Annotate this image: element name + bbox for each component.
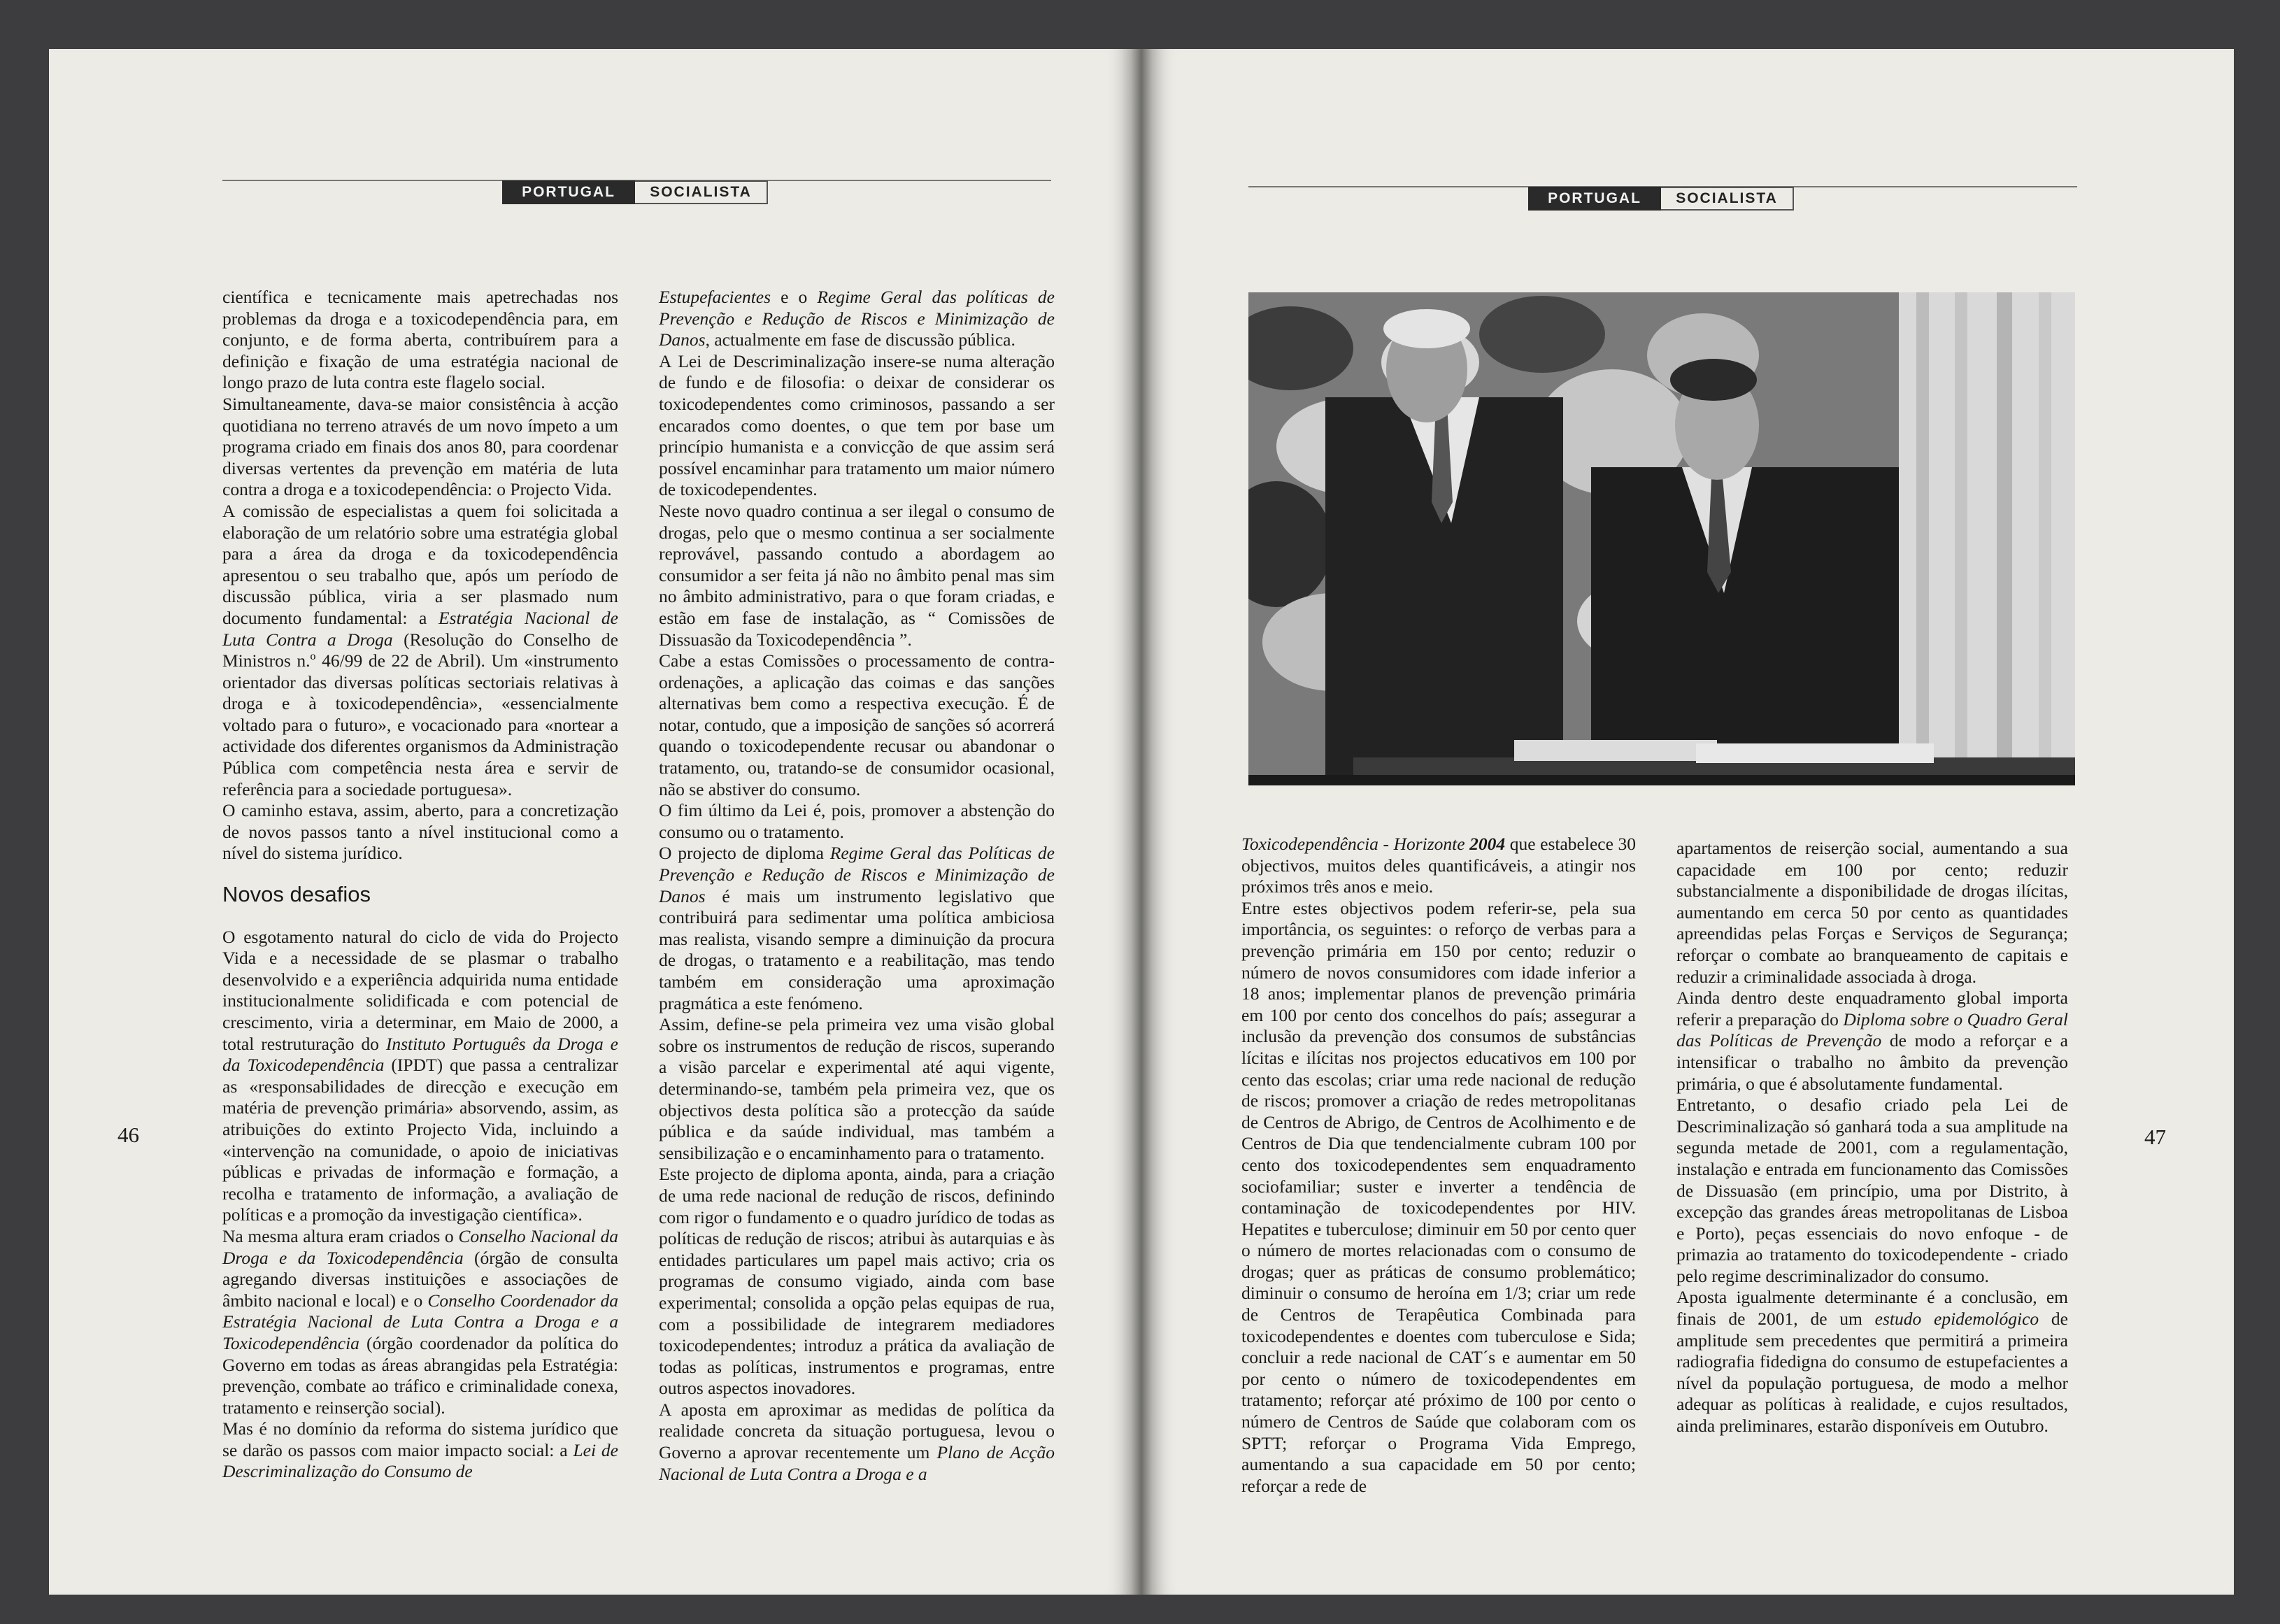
page-number-right: 47 — [2144, 1125, 2166, 1149]
book-gutter — [1130, 49, 1153, 1595]
right-column-1 — [1241, 834, 1636, 1497]
paragraph: Neste novo quadro continua a ser ilegal o consumo de drogas, pelo que o mesmo continua a ser socialmente reprovável, passando contudo a abordagem ao consumidor a ser feita já não no âmbito penal mas sim no âmbito administrativo, para o que foram criadas, e estão em fase de instalação, as “ Comissões de Dissuasão da Toxicodependência ”. — [659, 500, 1055, 650]
masthead-socialista: SOCIALISTA — [1661, 187, 1794, 211]
paragraph: O caminho estava, assim, aberto, para a concretização de novos passos tanto a nível institucional como a nível do sistema jurídico. — [222, 800, 618, 864]
page-number-left: 46 — [117, 1123, 139, 1147]
paragraph: Este projecto de diploma aponta, ainda, para a criação de uma rede nacional de redução de riscos, definindo com rigor o fundamento e o quadro jurídico de todas as políticas de redução de riscos; atribui às autarquias e às entidades particulares um papel mais activo; cria os programas de consumo vigiado, ainda com base experimental; consolida a opção pelas equipas de rua, com a possibilidade de integrarem mediadores toxicodependentes; introduz a prática da avaliação de todas as políticas, instrumentos e programas, entre outros aspectos inovadores. — [659, 1164, 1055, 1399]
paragraph: Entretanto, o desafio criado pela Lei de Descriminalização só ganhará toda a sua amplitude na segunda metade de 2001, com a regulamentação, instalação e entrada em funcionamento das Comissões de Dissuasão (em princípio, uma por Distrito, à excepção das grandes áreas metropolitanas de Lisboa e Porto), peças essenciais do novo enfoque - de primazia ao tratamento do toxicodependente - criado pelo regime descriminalizador do consumo. — [1676, 1095, 2068, 1286]
paragraph: A comissão de especialistas a quem foi solicitada a elaboração de um relatório sobre uma estratégia global para a área da droga e da toxicodependência apresentou o seu trabalho que, após um período de discussão pública, viria a ser plasmado num documento fundamental: a Estratégia Nacional de Luta Contra a Droga (Resolução do Conselho de Ministros n.º 46/99 de 22 de Abril). Um «instrumento orientador das diversas políticas sectoriais relativas à droga e à toxicodependência», «essencialmente voltado para o futuro», e vocacionado para «nortear a actividade dos diferentes organismos da Administração Pública com competência nesta área e servir de referência para a sociedade portuguesa». — [222, 500, 618, 799]
paragraph: Entre estes objectivos podem referir-se, pela sua importância, os seguintes: o reforço de verbas para a prevenção primária em 150 por cento; reduzir o número de novos consumidores com idade inferior a 18 anos; implementar planos de prevenção primária em 100 por cento dos concelhos do país; assegurar a inclusão da prevenção dos consumos de substâncias lícitas e ilícitas nos projectos educativos em 100 por cento das escolas; criar uma rede nacional de redução de riscos; promover a criação de redes metropolitanas de Centros de Abrigo, de Centros de Acolhimento e de Centros de Dia que tendencialmente cubram 100 por cento dos toxicodependentes sem enquadramento sociofamiliar; suster e inverter a tendência de contaminação de toxicodependentes por HIV. Hepatites e tuberculose; diminuir em 50 por cento quer o número de mortes relacionadas com o consumo de drogas; quer as práticas de consumo problemático; diminuir o consumo de heroína em 1/3; criar um rede de Centros de Terapêutica Combinada para toxicodependentes e doentes com tuberculose e Sida; concluir a rede nacional de CAT´s e aumentar em 50 por cento o número de toxicodependentes em tratamento; reforçar até próximo de 100 por cento o número de Centros de Saúde que colaboram com os SPTT; reforçar o Programa Vida Emprego, aumentando a sua capacidade em 50 por cento; reforçar a rede de — [1241, 897, 1636, 1496]
photo-two-men-at-lectern — [1248, 292, 2075, 785]
masthead-portugal: PORTUGAL — [502, 180, 635, 204]
masthead-socialista: SOCIALISTA — [635, 180, 768, 204]
paragraph: O fim último da Lei é, pois, promover a abstenção do consumo ou o tratamento. — [659, 800, 1055, 842]
masthead-portugal: PORTUGAL — [1528, 187, 1661, 211]
right-column-2 — [1676, 838, 2068, 1437]
paragraph: Na mesma altura eram criados o Conselho Nacional da Droga e da Toxicodependência (órgão de consulta agregando diversas instituições e associações de âmbito nacional e local) e o Conselho Coordenador da Estratégia Nacional de Luta Contra a Droga e a Toxicodependência (órgão coordenador da política do Governo em todas as áreas abrangidas pela Estratégia: prevenção, combate ao tráfico e criminalidade conexa, tratamento e reinserção social). — [222, 1225, 618, 1418]
paragraph: Mas é no domínio da reforma do sistema jurídico que se darão os passos com maior impacto social: a Lei de Descriminalização do Consumo de — [222, 1418, 619, 1482]
paragraph: Assim, define-se pela primeira vez uma visão global sobre os instrumentos de redução de riscos, superando a visão parcelar e experimental até aqui vigente, determinando-se, também pela primeira vez, que os objectivos desta política são a protecção da saúde pública e da saúde individual, mas também a sensibilização e o encaminhamento para o tratamento. — [659, 1014, 1055, 1163]
masthead-left — [502, 180, 768, 204]
paragraph: Estupefacientes e o Regime Geral das políticas de Prevenção e Redução de Riscos e Minimização de Danos, actualmente em fase de discussão pública. — [659, 287, 1055, 350]
section-heading: Novos desafios — [222, 882, 371, 907]
paragraph: A aposta em aproximar as medidas de política da realidade concreta da situação portuguesa, levou o Governo a aprovar recentemente um Plano de Acção Nacional de Luta Contra a Droga e a — [659, 1399, 1055, 1484]
left-column-2 — [659, 287, 1055, 1485]
paragraph: Aposta igualmente determinante é a conclusão, em finais de 2001, de um estudo epidemológico de amplitude sem precedentes que permitirá a primeira radiografia fidedigna do consumo de estupefacientes a nível da população portuguesa, de modo a melhor adequar as políticas à realidade, e cujos resultados, ainda preliminares, estarão disponíveis em Outubro. — [1676, 1287, 2068, 1437]
paragraph: Cabe a estas Comissões o processamento de contra-ordenações, a aplicação das coimas e das sanções alternativas bem como a respectiva execução. É de notar, contudo, que a imposição de sanções só acorrerá quando o toxicodependente recusar ou abandonar o tratamento, ou, tratando-se de consumidor ocasional, não se abstiver do consumo. — [659, 650, 1055, 799]
masthead-right — [1528, 187, 1794, 211]
paragraph: apartamentos de reiserção social, aumentando a sua capacidade em 100 por cento; reduzir substancialmente a disponibilidade de drogas ilícitas, aumentando em cerca 50 por cento as quantidades apreendidas pelas Forças e Serviços de Segurança; reforçar o combate ao branqueamento de capitais e reduzir a criminalidade associada à droga. — [1676, 838, 2068, 987]
paragraph: Toxicodependência - Horizonte 2004 que estabelece 30 objectivos, muitos deles quantificáveis, a atingir nos próximos três anos e meio. — [1241, 834, 1636, 897]
paragraph: Simultaneamente, dava-se maior consistência à acção quotidiana no terreno através de um novo ímpeto a um programa criado em finais dos anos 80, para coordenar diversas vertentes da prevenção em matéria de luta contra a droga e a toxicodependência: o Projecto Vida. — [222, 393, 618, 500]
paragraph: científica e tecnicamente mais apetrechadas nos problemas da droga e a toxicodependência para, em conjunto, e de forma aberta, contribuírem para a definição e fixação de uma estratégia nacional de longo prazo de luta contra este flagelo social. — [222, 287, 618, 393]
left-column-1 — [222, 287, 618, 1483]
paragraph: A Lei de Descriminalização insere-se numa alteração de fundo e de filosofia: o deixar de considerar os toxicodependentes como criminosos, passando a ser encarados como doentes, o que tem por base um princípio humanista e a convicção de que assim será possível encaminhar para tratamento um maior número de toxicodependentes. — [659, 350, 1055, 500]
paragraph: Ainda dentro deste enquadramento global importa referir a preparação do Diploma sobre o Quadro Geral das Políticas de Prevenção de modo a reforçar e a intensificar o trabalho no âmbito da prevenção primária, o que é absolutamente fundamental. — [1676, 988, 2069, 1094]
paragraph: O projecto de diploma Regime Geral das Políticas de Prevenção e Redução de Riscos e Minimização de Danos é mais um instrumento legislativo que contribuirá para sedimentar uma política ambiciosa mas realista, visando sempre a diminuição da procura de drogas, o tratamento e a reabilitação, mas tendo também em consideração uma aproximação pragmática a este fenómeno. — [659, 843, 1055, 1013]
paragraph: O esgotamento natural do ciclo de vida do Projecto Vida e a necessidade de se plasmar o trabalho desenvolvido e a experiência adquirida numa entidade institucionalmente solidificada e com potencial de crescimento, viria a determinar, em Maio de 2000, a total restruturação do Instituto Português da Droga e da Toxicodependência (IPDT) que passa a centralizar as «responsabilidades de direcção e execução em matéria de prevenção primária» absorvendo, assim, as atribuições do extinto Projecto Vida, incluindo a «intervenção na comunidade, o apoio de iniciativas públicas e privadas de informação e formação, a recolha e tratamento de informação, a avaliação de políticas e a promoção da investigação científica». — [222, 926, 618, 1225]
photo-image — [1248, 292, 2075, 785]
